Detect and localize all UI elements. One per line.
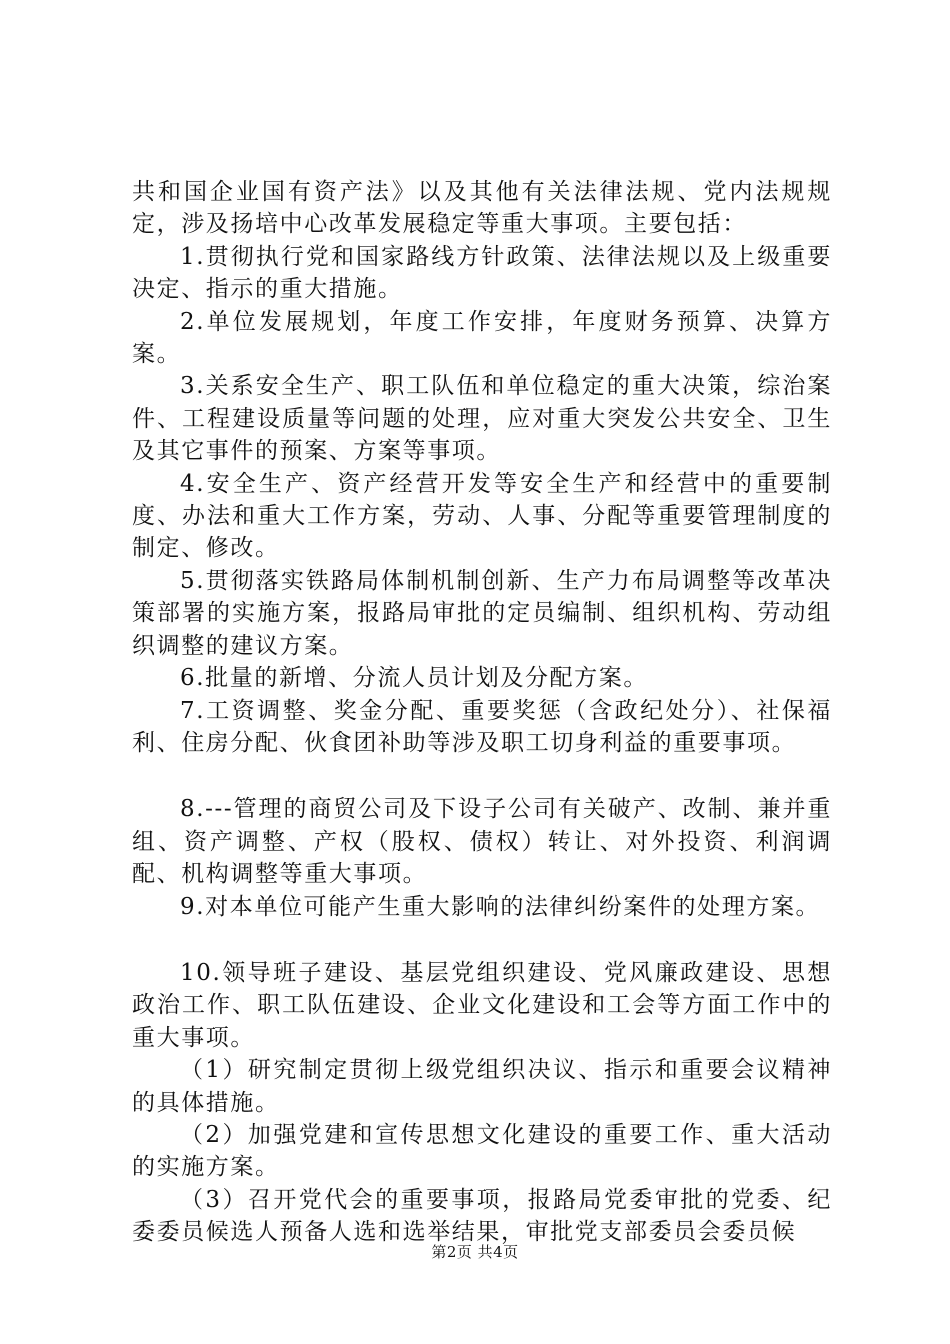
page-number-footer: 第2页 共4页	[431, 1243, 519, 1261]
paragraph-item-4: 4.安全生产、资产经营开发等安全生产和经营中的重要制度、办法和重大工作方案，劳动、人事、分配等重要管理制度的制定、修改。	[132, 470, 832, 562]
paragraph-item-1: 1.贯彻执行党和国家路线方针政策、法律法规以及上级重要决定、指示的重大措施。	[132, 243, 832, 303]
paragraph-subitem-2: （2）加强党建和宣传思想文化建设的重要工作、重大活动的实施方案。	[132, 1121, 832, 1181]
document-body	[132, 176, 832, 1249]
paragraph-item-2: 2.单位发展规划，年度工作安排，年度财务预算、决算方案。	[132, 308, 832, 368]
paragraph-subitem-1: （1）研究制定贯彻上级党组织决议、指示和重要会议精神的具体措施。	[132, 1057, 832, 1116]
paragraph-item-6: 6.批量的新增、分流人员计划及分配方案。	[180, 665, 648, 692]
paragraph-item-5: 5.贯彻落实铁路局体制机制创新、生产力布局调整等改革决策部署的实施方案，报路局审批的定员编制、组织机构、劳动组织调整的建议方案。	[132, 567, 832, 659]
paragraph-item-8: 8.---管理的商贸公司及下设子公司有关破产、改制、兼并重组、资产调整、产权（股权、债权）转让、对外投资、利润调配、机构调整等重大事项。	[132, 796, 832, 888]
paragraph-item-10: 10.领导班子建设、基层党组织建设、党风廉政建设、思想政治工作、职工队伍建设、企业文化建设和工会等方面工作中的重大事项。	[132, 959, 832, 1051]
paragraph-subitem-3: （3）召开党代会的重要事项，报路局党委审批的党委、纪委委员候选人预备人选和选举结果，审批党支部委员会委员候	[132, 1186, 832, 1246]
paragraph-continuation: 共和国企业国有资产法》以及其他有关法律法规、党内法规规定，涉及扬培中心改革发展稳定等重大事项。主要包括：	[132, 179, 832, 238]
paragraph-item-7: 7.工资调整、奖金分配、重要奖惩（含政纪处分）、社保福利、住房分配、伙食团补助等涉及职工切身利益的重要事项。	[132, 697, 832, 756]
paragraph-item-9: 9.对本单位可能产生重大影响的法律纠纷案件的处理方案。	[180, 893, 821, 920]
paragraph-item-3: 3.关系安全生产、职工队伍和单位稳定的重大决策，综治案件、工程建设质量等问题的处理，应对重大突发公共安全、卫生及其它事件的预案、方案等事项。	[132, 373, 832, 465]
